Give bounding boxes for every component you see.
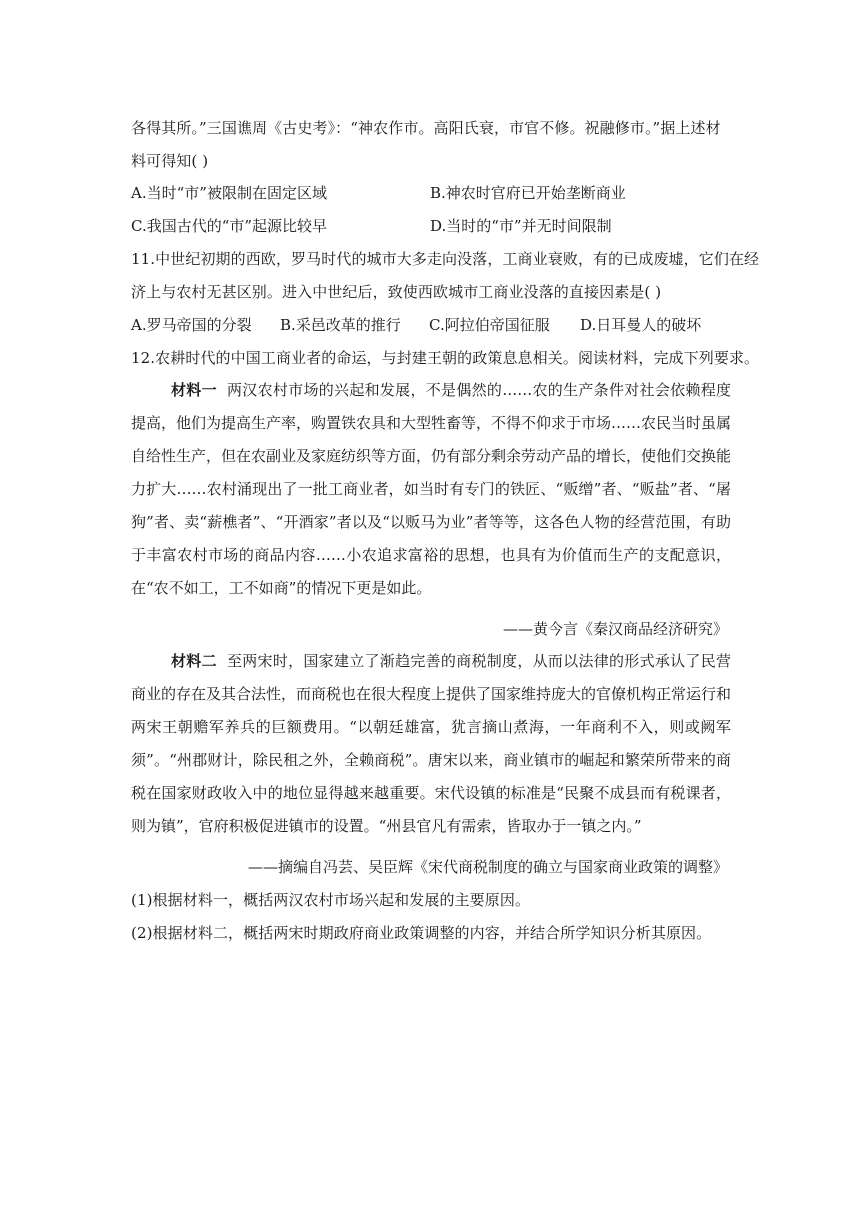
q10-option-a: A.当时“市”被限制在固定区域 — [131, 184, 327, 202]
q11-stem-line1: 11.中世纪初期的西欧，罗马时代的城市大多走向没落，工商业衰败，有的已成废墟，它们在经 — [131, 250, 760, 268]
q10-stem-line2: 料可得知( ) — [131, 152, 209, 170]
q12-question1: (1)根据材料一，概括两汉农村市场兴起和发展的主要原因。 — [131, 891, 531, 909]
material1-source: ——黄今言《秦汉商品经济研究》 — [502, 620, 728, 638]
q11-option-b: B.采邑改革的推行 — [280, 316, 401, 334]
q12-material1 — [131, 374, 731, 605]
q10-option-c: C.我国古代的“市”起源比较早 — [131, 217, 328, 235]
q12-stem: 12.农耕时代的中国工商业者的命运，与封建王朝的政策息息相关。阅读材料，完成下列要求。 — [131, 349, 760, 367]
material2-label: 材料二 — [171, 652, 217, 670]
material1-text: 两汉农村市场的兴起和发展，不是偶然的……农的生产条件对社会依赖程度提高，他们为提高生产率，购置铁农具和大型牲畜等，不得不仰求于市场……农民当时虽属自给性生产，但在农副业及家庭纺织等方面，仍有部分剩余劳动产品的增长，使他们交换能力扩大……农村涌现出了一批工商业者，如当时有专门的铁匠、“贩缯”者、“贩盐”者、“屠狗”者、卖“薪樵者”、“开酒家”者以及“以贩马为业”者等等，这各色人物的经营范围，有助于丰富农村市场的商品内容……小农追求富裕的思想，也具有为价值而生产的支配意识，在“农不如工，工不如商”的情况下更是如此。 — [131, 381, 732, 597]
material2-text: 至两宋时，国家建立了渐趋完善的商税制度，从而以法律的形式承认了民营商业的存在及其合法性，而商税也在很大程度上提供了国家维持庞大的官僚机构正常运行和两宋王朝赡军养兵的巨额费用。“以朝廷雄富，犹言摘山煮海，一年商利不入，则或阙军须”。“州郡财计，除民租之外，全赖商税”。唐宋以来，商业镇市的崛起和繁荣所带来的商税在国家财政收入中的地位显得越来越重要。宋代设镇的标准是“民聚不成县而有税课者，则为镇”，官府积极促进镇市的设置。“州县官凡有需索，皆取办于一镇之内。” — [131, 652, 732, 835]
q10-option-d: D.当时的“市”并无时间限制 — [430, 217, 612, 235]
q11-option-d: D.日耳曼人的破坏 — [580, 316, 702, 334]
material2-source: ——摘编自冯芸、吴臣辉《宋代商税制度的确立与国家商业政策的调整》 — [247, 858, 728, 876]
q11-option-a: A.罗马帝国的分裂 — [131, 316, 252, 334]
q10-stem-line1: 各得其所。”三国谯周《古史考》：“神农作市。高阳氏衰，市官不修。祝融修市。”据上述材 — [131, 119, 721, 137]
q12-material2 — [131, 645, 731, 843]
q11-option-c: C.阿拉伯帝国征服 — [429, 316, 550, 334]
q10-option-b: B.神农时官府已开始垄断商业 — [430, 184, 626, 202]
q11-stem-line2: 济上与农村无甚区别。进入中世纪后，致使西欧城市工商业没落的直接因素是( ) — [131, 283, 662, 301]
material1-label: 材料一 — [171, 381, 217, 399]
q12-question2: (2)根据材料二，概括两宋时期政府商业政策调整的内容，并结合所学知识分析其原因。 — [131, 924, 712, 942]
